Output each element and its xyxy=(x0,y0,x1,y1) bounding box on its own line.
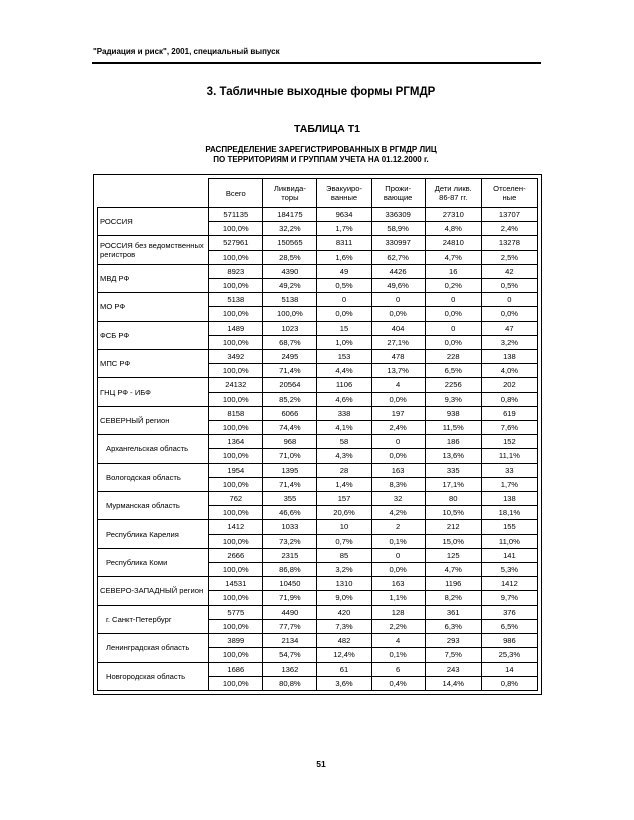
count-cell: 0 xyxy=(425,293,481,307)
count-cell: 482 xyxy=(317,634,371,648)
percent-cell: 12,4% xyxy=(317,648,371,662)
table-row-counts xyxy=(98,350,538,364)
table-header xyxy=(98,179,538,208)
count-cell: 527961 xyxy=(209,236,263,250)
percent-cell: 32,2% xyxy=(263,222,317,236)
count-cell: 1489 xyxy=(209,321,263,335)
table-title: ТАБЛИЦА Т1 xyxy=(294,123,360,135)
count-cell: 2315 xyxy=(263,548,317,562)
count-cell: 1395 xyxy=(263,463,317,477)
percent-cell: 4,1% xyxy=(317,421,371,435)
count-cell: 42 xyxy=(481,264,537,278)
percent-cell: 58,9% xyxy=(371,222,425,236)
percent-cell: 4,6% xyxy=(317,392,371,406)
count-cell: 2 xyxy=(371,520,425,534)
count-cell: 335 xyxy=(425,463,481,477)
count-cell: 24810 xyxy=(425,236,481,250)
header-corner xyxy=(98,179,209,208)
count-cell: 968 xyxy=(263,435,317,449)
count-cell: 0 xyxy=(317,293,371,307)
column-header: Отселен- ные xyxy=(481,179,537,208)
percent-cell: 7,5% xyxy=(425,648,481,662)
percent-cell: 86,8% xyxy=(263,563,317,577)
percent-cell: 7,6% xyxy=(481,421,537,435)
count-cell: 32 xyxy=(371,492,425,506)
count-cell: 3492 xyxy=(209,350,263,364)
count-cell: 125 xyxy=(425,548,481,562)
percent-cell: 1,0% xyxy=(317,335,371,349)
count-cell: 228 xyxy=(425,350,481,364)
percent-cell: 0,1% xyxy=(371,534,425,548)
count-cell: 5138 xyxy=(263,293,317,307)
percent-cell: 13,7% xyxy=(371,364,425,378)
percent-cell: 7,3% xyxy=(317,619,371,633)
percent-cell: 1,4% xyxy=(317,477,371,491)
percent-cell: 27,1% xyxy=(371,335,425,349)
table-subtitle xyxy=(0,145,634,165)
count-cell: 376 xyxy=(481,605,537,619)
count-cell: 3899 xyxy=(209,634,263,648)
percent-cell: 9,3% xyxy=(425,392,481,406)
count-cell: 355 xyxy=(263,492,317,506)
percent-cell: 3,2% xyxy=(481,335,537,349)
count-cell: 13707 xyxy=(481,208,537,222)
row-label: СЕВЕРО-ЗАПАДНЫЙ регион xyxy=(98,577,209,605)
count-cell: 27310 xyxy=(425,208,481,222)
count-cell: 986 xyxy=(481,634,537,648)
count-cell: 4426 xyxy=(371,264,425,278)
count-cell: 1686 xyxy=(209,662,263,676)
percent-cell: 18,1% xyxy=(481,506,537,520)
table-row-counts xyxy=(98,208,538,222)
percent-cell: 4,8% xyxy=(425,222,481,236)
percent-cell: 0,0% xyxy=(371,563,425,577)
count-cell: 1196 xyxy=(425,577,481,591)
count-cell: 338 xyxy=(317,406,371,420)
percent-cell: 0,0% xyxy=(317,307,371,321)
table-row-counts xyxy=(98,293,538,307)
percent-cell: 4,7% xyxy=(425,563,481,577)
row-label: МВД РФ xyxy=(98,264,209,292)
count-cell: 197 xyxy=(371,406,425,420)
percent-cell: 0,8% xyxy=(481,676,537,690)
count-cell: 6066 xyxy=(263,406,317,420)
percent-cell: 28,5% xyxy=(263,250,317,264)
count-cell: 138 xyxy=(481,350,537,364)
percent-cell: 9,0% xyxy=(317,591,371,605)
table-row-counts xyxy=(98,662,538,676)
percent-cell: 15,0% xyxy=(425,534,481,548)
percent-cell: 3,2% xyxy=(317,563,371,577)
percent-cell: 85,2% xyxy=(263,392,317,406)
percent-cell: 74,4% xyxy=(263,421,317,435)
percent-cell: 100,0% xyxy=(263,307,317,321)
percent-cell: 4,0% xyxy=(481,364,537,378)
count-cell: 141 xyxy=(481,548,537,562)
percent-cell: 4,2% xyxy=(371,506,425,520)
percent-cell: 8,3% xyxy=(371,477,425,491)
percent-cell: 100,0% xyxy=(209,250,263,264)
column-header: Всего xyxy=(209,179,263,208)
percent-cell: 0,5% xyxy=(481,279,537,293)
table-row-counts xyxy=(98,634,538,648)
column-header: Дети ликв. 86-87 гг. xyxy=(425,179,481,208)
count-cell: 404 xyxy=(371,321,425,335)
count-cell: 0 xyxy=(371,435,425,449)
percent-cell: 0,1% xyxy=(371,648,425,662)
count-cell: 28 xyxy=(317,463,371,477)
table-row-counts xyxy=(98,463,538,477)
percent-cell: 0,7% xyxy=(317,534,371,548)
percent-cell: 100,0% xyxy=(209,506,263,520)
percent-cell: 0,5% xyxy=(317,279,371,293)
count-cell: 1023 xyxy=(263,321,317,335)
count-cell: 243 xyxy=(425,662,481,676)
count-cell: 8158 xyxy=(209,406,263,420)
percent-cell: 1,6% xyxy=(317,250,371,264)
count-cell: 9634 xyxy=(317,208,371,222)
percent-cell: 4,3% xyxy=(317,449,371,463)
percent-cell: 100,0% xyxy=(209,364,263,378)
row-label: СЕВЕРНЫЙ регион xyxy=(98,406,209,434)
count-cell: 4 xyxy=(371,378,425,392)
percent-cell: 100,0% xyxy=(209,676,263,690)
percent-cell: 3,6% xyxy=(317,676,371,690)
table-row-counts xyxy=(98,605,538,619)
count-cell: 2495 xyxy=(263,350,317,364)
percent-cell: 73,2% xyxy=(263,534,317,548)
count-cell: 155 xyxy=(481,520,537,534)
header-row xyxy=(98,179,538,208)
count-cell: 1362 xyxy=(263,662,317,676)
percent-cell: 100,0% xyxy=(209,392,263,406)
count-cell: 20564 xyxy=(263,378,317,392)
percent-cell: 0,0% xyxy=(425,307,481,321)
percent-cell: 100,0% xyxy=(209,591,263,605)
header-rule xyxy=(92,62,541,64)
percent-cell: 0,4% xyxy=(371,676,425,690)
count-cell: 58 xyxy=(317,435,371,449)
count-cell: 163 xyxy=(371,463,425,477)
count-cell: 5775 xyxy=(209,605,263,619)
table-row-counts xyxy=(98,548,538,562)
percent-cell: 0,0% xyxy=(425,335,481,349)
count-cell: 1364 xyxy=(209,435,263,449)
percent-cell: 71,9% xyxy=(263,591,317,605)
row-label: Вологодская область xyxy=(98,463,209,491)
count-cell: 202 xyxy=(481,378,537,392)
count-cell: 1412 xyxy=(209,520,263,534)
percent-cell: 1,7% xyxy=(317,222,371,236)
count-cell: 10 xyxy=(317,520,371,534)
count-cell: 152 xyxy=(481,435,537,449)
count-cell: 5138 xyxy=(209,293,263,307)
count-cell: 361 xyxy=(425,605,481,619)
row-label: ГНЦ РФ - ИБФ xyxy=(98,378,209,406)
percent-cell: 100,0% xyxy=(209,449,263,463)
count-cell: 0 xyxy=(371,548,425,562)
percent-cell: 9,7% xyxy=(481,591,537,605)
column-header: Эвакуиро- ванные xyxy=(317,179,371,208)
count-cell: 15 xyxy=(317,321,371,335)
percent-cell: 25,3% xyxy=(481,648,537,662)
column-header: Ликвида- торы xyxy=(263,179,317,208)
table-row-counts xyxy=(98,520,538,534)
count-cell: 49 xyxy=(317,264,371,278)
count-cell: 619 xyxy=(481,406,537,420)
percent-cell: 1,7% xyxy=(481,477,537,491)
count-cell: 186 xyxy=(425,435,481,449)
percent-cell: 11,5% xyxy=(425,421,481,435)
count-cell: 0 xyxy=(371,293,425,307)
count-cell: 157 xyxy=(317,492,371,506)
row-label: Республика Карелия xyxy=(98,520,209,548)
count-cell: 212 xyxy=(425,520,481,534)
running-head: "Радиация и риск", 2001, специальный выпуск xyxy=(93,47,280,56)
percent-cell: 100,0% xyxy=(209,648,263,662)
table-row-counts xyxy=(98,577,538,591)
count-cell: 14 xyxy=(481,662,537,676)
percent-cell: 68,7% xyxy=(263,335,317,349)
table-row-counts xyxy=(98,406,538,420)
percent-cell: 0,0% xyxy=(481,307,537,321)
percent-cell: 0,0% xyxy=(371,307,425,321)
percent-cell: 14,4% xyxy=(425,676,481,690)
count-cell: 571135 xyxy=(209,208,263,222)
percent-cell: 100,0% xyxy=(209,534,263,548)
count-cell: 2666 xyxy=(209,548,263,562)
count-cell: 153 xyxy=(317,350,371,364)
column-header: Прожи- вающие xyxy=(371,179,425,208)
table-row-counts xyxy=(98,435,538,449)
row-label: г. Санкт-Петербург xyxy=(98,605,209,633)
percent-cell: 71,4% xyxy=(263,477,317,491)
percent-cell: 49,6% xyxy=(371,279,425,293)
percent-cell: 13,6% xyxy=(425,449,481,463)
table-row-counts xyxy=(98,321,538,335)
count-cell: 8311 xyxy=(317,236,371,250)
count-cell: 184175 xyxy=(263,208,317,222)
percent-cell: 0,8% xyxy=(481,392,537,406)
row-label: РОССИЯ без ведомственных регистров xyxy=(98,236,209,264)
row-label: ФСБ РФ xyxy=(98,321,209,349)
percent-cell: 100,0% xyxy=(209,563,263,577)
table-body xyxy=(98,208,538,691)
row-label: Новгородская область xyxy=(98,662,209,690)
percent-cell: 1,1% xyxy=(371,591,425,605)
count-cell: 24132 xyxy=(209,378,263,392)
percent-cell: 6,5% xyxy=(481,619,537,633)
row-label: Республика Коми xyxy=(98,548,209,576)
percent-cell: 5,3% xyxy=(481,563,537,577)
percent-cell: 4,4% xyxy=(317,364,371,378)
percent-cell: 100,0% xyxy=(209,619,263,633)
row-label: МО РФ xyxy=(98,293,209,321)
percent-cell: 0,0% xyxy=(371,392,425,406)
count-cell: 293 xyxy=(425,634,481,648)
count-cell: 16 xyxy=(425,264,481,278)
count-cell: 128 xyxy=(371,605,425,619)
count-cell: 2134 xyxy=(263,634,317,648)
count-cell: 1033 xyxy=(263,520,317,534)
count-cell: 85 xyxy=(317,548,371,562)
table-subtitle-line-1: РАСПРЕДЕЛЕНИЕ ЗАРЕГИСТРИРОВАННЫХ В РГМДР ЛИЦ xyxy=(205,145,437,154)
count-cell: 762 xyxy=(209,492,263,506)
count-cell: 8923 xyxy=(209,264,263,278)
count-cell: 1310 xyxy=(317,577,371,591)
percent-cell: 71,4% xyxy=(263,364,317,378)
count-cell: 61 xyxy=(317,662,371,676)
percent-cell: 4,7% xyxy=(425,250,481,264)
percent-cell: 20,6% xyxy=(317,506,371,520)
percent-cell: 100,0% xyxy=(209,335,263,349)
percent-cell: 0,2% xyxy=(425,279,481,293)
percent-cell: 11,0% xyxy=(481,534,537,548)
percent-cell: 100,0% xyxy=(209,279,263,293)
row-label: Архангельская область xyxy=(98,435,209,463)
percent-cell: 2,2% xyxy=(371,619,425,633)
percent-cell: 2,4% xyxy=(481,222,537,236)
percent-cell: 2,5% xyxy=(481,250,537,264)
row-label: МПС РФ xyxy=(98,350,209,378)
count-cell: 4 xyxy=(371,634,425,648)
percent-cell: 77,7% xyxy=(263,619,317,633)
count-cell: 0 xyxy=(425,321,481,335)
percent-cell: 62,7% xyxy=(371,250,425,264)
table-row-counts xyxy=(98,492,538,506)
percent-cell: 46,6% xyxy=(263,506,317,520)
percent-cell: 6,5% xyxy=(425,364,481,378)
count-cell: 163 xyxy=(371,577,425,591)
row-label: РОССИЯ xyxy=(98,208,209,236)
count-cell: 478 xyxy=(371,350,425,364)
count-cell: 13278 xyxy=(481,236,537,250)
percent-cell: 10,5% xyxy=(425,506,481,520)
count-cell: 420 xyxy=(317,605,371,619)
percent-cell: 100,0% xyxy=(209,222,263,236)
count-cell: 14531 xyxy=(209,577,263,591)
section-title: 3. Табличные выходные формы РГМДР xyxy=(206,86,436,98)
count-cell: 33 xyxy=(481,463,537,477)
count-cell: 0 xyxy=(481,293,537,307)
percent-cell: 54,7% xyxy=(263,648,317,662)
percent-cell: 49,2% xyxy=(263,279,317,293)
percent-cell: 6,3% xyxy=(425,619,481,633)
table-row-counts xyxy=(98,378,538,392)
count-cell: 47 xyxy=(481,321,537,335)
count-cell: 336309 xyxy=(371,208,425,222)
count-cell: 4490 xyxy=(263,605,317,619)
count-cell: 938 xyxy=(425,406,481,420)
percent-cell: 100,0% xyxy=(209,421,263,435)
table-row-counts xyxy=(98,236,538,250)
percent-cell: 0,0% xyxy=(371,449,425,463)
count-cell: 1412 xyxy=(481,577,537,591)
count-cell: 80 xyxy=(425,492,481,506)
registry-table xyxy=(97,178,538,691)
row-label: Мурманская область xyxy=(98,492,209,520)
percent-cell: 80,8% xyxy=(263,676,317,690)
count-cell: 4390 xyxy=(263,264,317,278)
percent-cell: 100,0% xyxy=(209,477,263,491)
count-cell: 150565 xyxy=(263,236,317,250)
count-cell: 330997 xyxy=(371,236,425,250)
percent-cell: 8,2% xyxy=(425,591,481,605)
percent-cell: 11,1% xyxy=(481,449,537,463)
percent-cell: 71,0% xyxy=(263,449,317,463)
count-cell: 10450 xyxy=(263,577,317,591)
count-cell: 6 xyxy=(371,662,425,676)
row-label: Ленинградская область xyxy=(98,634,209,662)
page-number: 51 xyxy=(316,759,326,769)
table-frame xyxy=(93,174,542,695)
count-cell: 1106 xyxy=(317,378,371,392)
count-cell: 2256 xyxy=(425,378,481,392)
count-cell: 1954 xyxy=(209,463,263,477)
percent-cell: 17,1% xyxy=(425,477,481,491)
percent-cell: 100,0% xyxy=(209,307,263,321)
percent-cell: 2,4% xyxy=(371,421,425,435)
table-row-counts xyxy=(98,264,538,278)
table-subtitle-line-2: ПО ТЕРРИТОРИЯМ И ГРУППАМ УЧЕТА НА 01.12.2000 г. xyxy=(213,155,429,164)
count-cell: 138 xyxy=(481,492,537,506)
